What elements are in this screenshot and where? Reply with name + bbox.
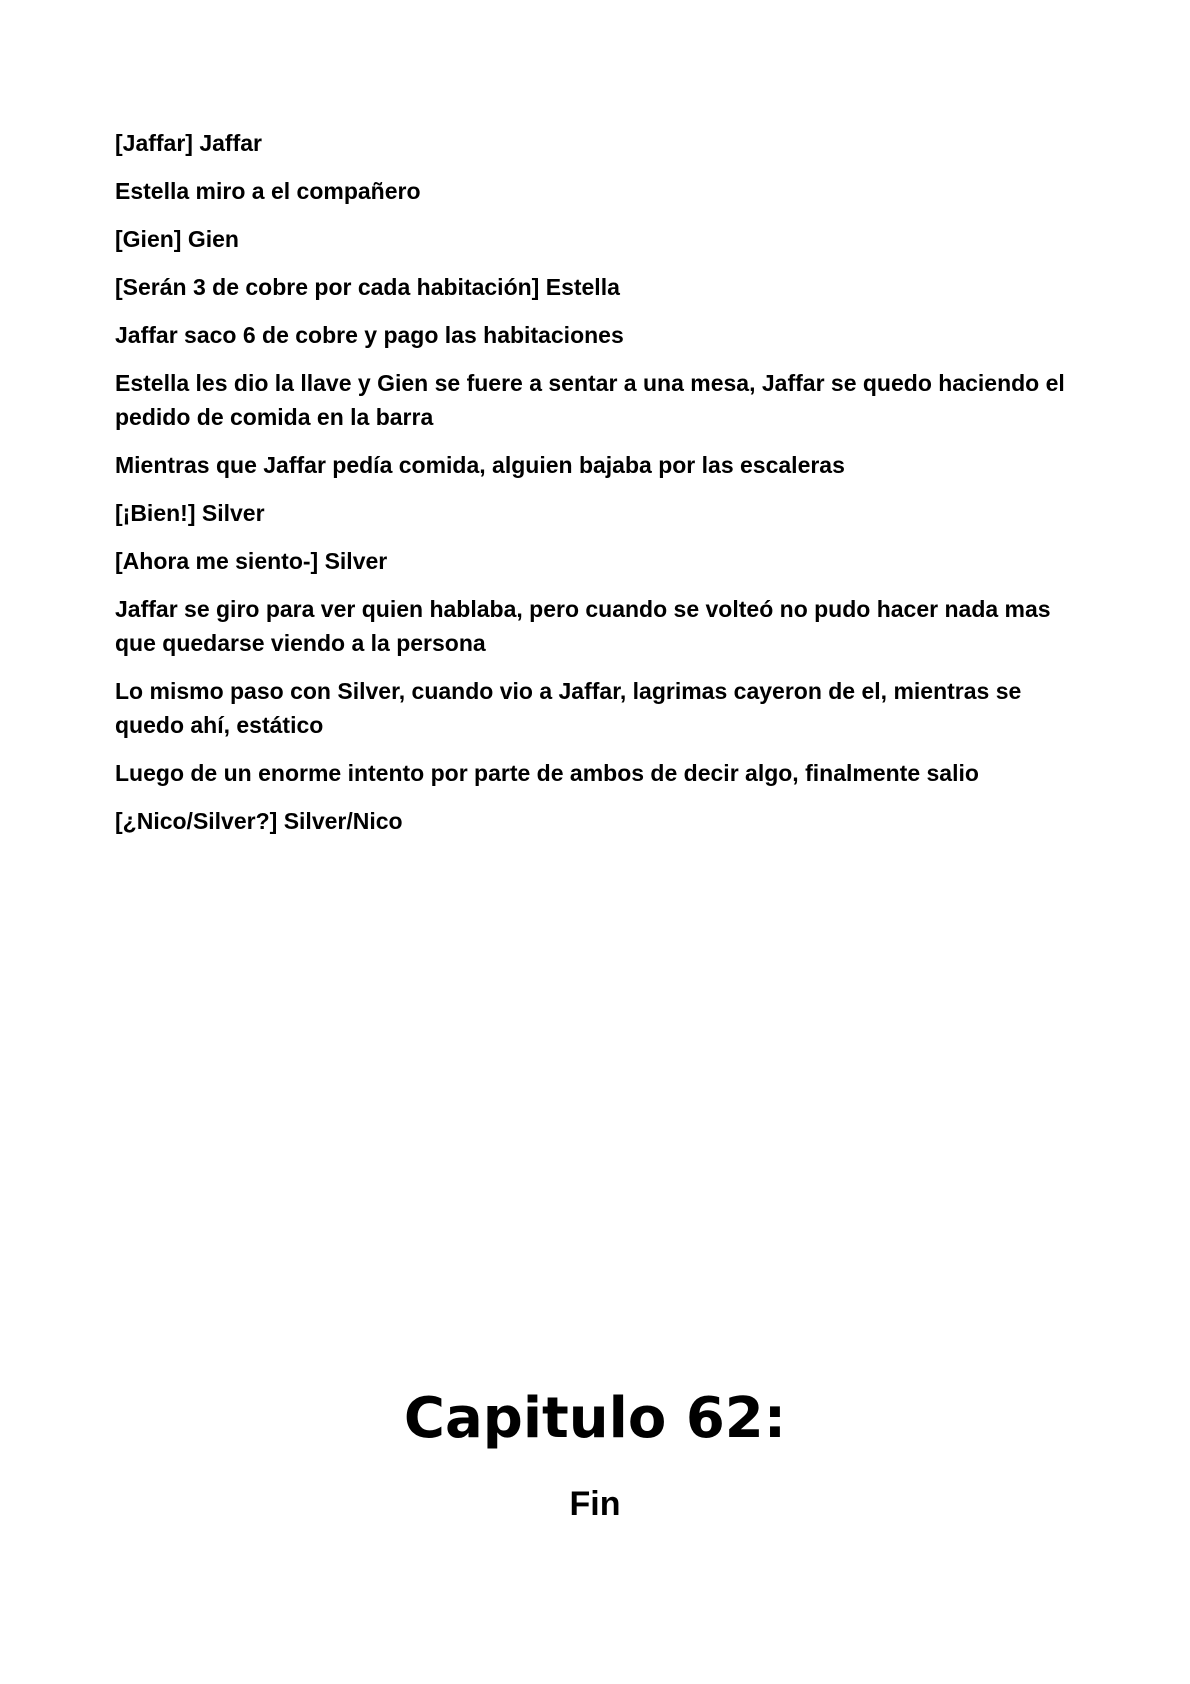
paragraph: Estella les dio la llave y Gien se fuere a sentar a una mesa, Jaffar se quedo haciendo el pedido de comida en la barra: [115, 370, 1065, 430]
paragraph: [¡Bien!] Silver: [115, 500, 265, 526]
story-text: [115, 126, 1075, 852]
paragraph: [Serán 3 de cobre por cada habitación] Estella: [115, 274, 620, 300]
paragraph: [Gien] Gien: [115, 226, 239, 252]
paragraph: Lo mismo paso con Silver, cuando vio a Jaffar, lagrimas cayeron de el, mientras se quedo ahí, estático: [115, 678, 1022, 738]
paragraph: [¿Nico/Silver?] Silver/Nico: [115, 808, 403, 834]
paragraph: [Ahora me siento-] Silver: [115, 548, 388, 574]
paragraph: Mientras que Jaffar pedía comida, alguien bajaba por las escaleras: [115, 452, 845, 478]
paragraph: Jaffar se giro para ver quien hablaba, pero cuando se volteó no pudo hacer nada mas que quedarse viendo a la persona: [115, 596, 1051, 656]
chapter-subtitle: Fin: [569, 1485, 621, 1523]
paragraph: Estella miro a el compañero: [115, 178, 421, 204]
paragraph: Luego de un enorme intento por parte de ambos de decir algo, finalmente salio: [115, 760, 979, 786]
paragraph: Jaffar saco 6 de cobre y pago las habitaciones: [115, 322, 624, 348]
chapter-title: Capitulo 62:: [403, 1386, 787, 1451]
paragraph: [Jaffar] Jaffar: [115, 130, 262, 156]
